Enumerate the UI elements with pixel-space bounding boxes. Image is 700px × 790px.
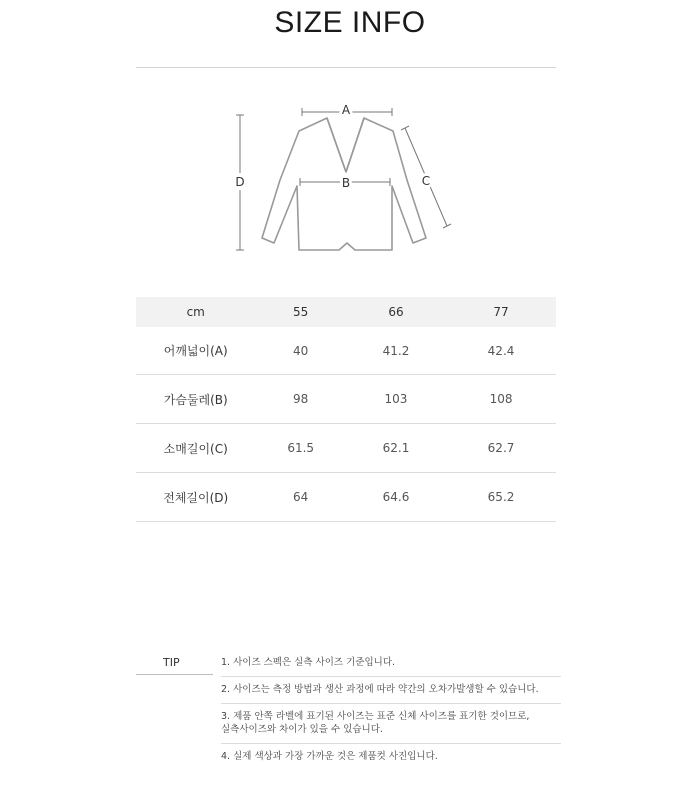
size-table	[136, 297, 556, 522]
table-cell: 41.2	[346, 327, 446, 375]
row-label: 가슴둘레(B)	[136, 375, 255, 424]
tip-list	[221, 650, 561, 770]
table-row	[136, 473, 556, 522]
dimension-d-label: D	[235, 175, 245, 189]
table-cell: 42.4	[446, 327, 556, 375]
table-cell: 108	[446, 375, 556, 424]
table-cell: 62.7	[446, 424, 556, 473]
table-header: 55	[255, 297, 345, 327]
jacket-size-diagram	[0, 0, 700, 270]
table-header: 66	[346, 297, 446, 327]
tip-item: 4. 실제 색상과 가장 가까운 것은 제품컷 사진입니다.	[221, 751, 438, 762]
table-row	[136, 424, 556, 473]
table-cell: 98	[255, 375, 345, 424]
tip-item: 1. 사이즈 스펙은 실측 사이즈 기준입니다.	[221, 650, 561, 677]
dimension-a-label: A	[341, 103, 351, 117]
row-label: 전체길이(D)	[136, 473, 255, 522]
table-header: 77	[446, 297, 556, 327]
dimension-c-label: C	[421, 174, 431, 188]
tip-label: TIP	[163, 656, 180, 669]
tip-item: 3. 제품 안쪽 라벨에 표기된 사이즈는 표준 신체 사이즈를 표기한 것이므로, 실측사이즈와 차이가 있을 수 있습니다.	[221, 704, 561, 744]
table-cell: 61.5	[255, 424, 345, 473]
tip-item: 2. 사이즈는 측정 방법과 생산 과정에 따라 약간의 오차가발생할 수 있습니다.	[221, 677, 561, 704]
row-label: 소매길이(C)	[136, 424, 255, 473]
table-cell: 65.2	[446, 473, 556, 522]
table-cell: 64	[255, 473, 345, 522]
table-cell: 62.1	[346, 424, 446, 473]
table-row	[136, 327, 556, 375]
table-cell: 40	[255, 327, 345, 375]
tip-divider	[136, 674, 213, 675]
table-cell: 103	[346, 375, 446, 424]
table-header: cm	[136, 297, 255, 327]
table-row	[136, 375, 556, 424]
row-label: 어깨넓이(A)	[136, 327, 255, 375]
dimension-b-label: B	[341, 176, 351, 190]
table-cell: 64.6	[346, 473, 446, 522]
table-header-row	[136, 297, 556, 327]
page-title: SIZE INFO	[274, 6, 426, 39]
